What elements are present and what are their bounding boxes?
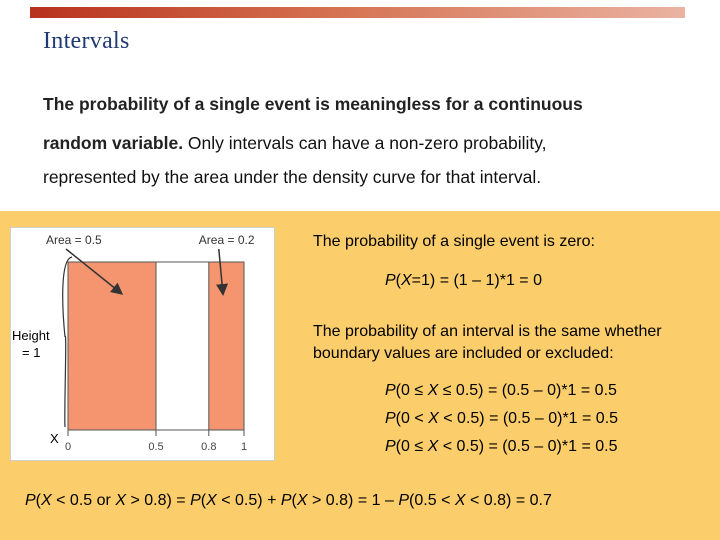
area-label-1: Area = 0.2: [198, 233, 255, 247]
height-value-label: = 1: [22, 345, 41, 360]
intro-line-2-rest: Only intervals can have a non-zero probability,: [183, 133, 547, 153]
shaded-interval-0: [68, 262, 156, 430]
intro-line-3: represented by the area under the density curve for that interval.: [43, 167, 542, 187]
p-symbol: P: [385, 382, 396, 399]
bottom-formula: P(X < 0.5 or X > 0.8) = P(X < 0.5) + P(X > 0.8) = 1 – P(0.5 < X < 0.8) = 0.7: [25, 492, 552, 509]
formula-part-a: (0 ≤: [395, 438, 428, 455]
formula-rest: =1) = (1 – 1)*1 = 0: [411, 272, 542, 289]
interval-note-line-2: boundary values are included or excluded:: [313, 345, 614, 362]
chart-svg: [10, 227, 275, 461]
interval-note-line-1: The probability of an interval is the same whether: [313, 323, 662, 340]
open-paren: (: [395, 272, 401, 289]
intro-line-1-text: The probability of a single event is meaningless for a continuous: [43, 94, 583, 114]
formula-part-b: ≤ 0.5) = (0.5 – 0)*1 = 0.5: [438, 382, 617, 399]
height-label: Height: [12, 328, 50, 343]
formula-part-b: < 0.5) = (0.5 – 0)*1 = 0.5: [438, 438, 618, 455]
p-symbol: P: [385, 438, 396, 455]
x-symbol: X: [427, 382, 439, 399]
interval-formula-1: [385, 382, 617, 400]
interval-formula-3: [385, 438, 617, 456]
x-axis-letter: X: [50, 431, 59, 446]
x-tick-label-1: 0.5: [148, 441, 164, 453]
slide-title: Intervals: [43, 28, 130, 54]
x-symbol: X: [401, 272, 412, 289]
uniform-density-chart: [10, 227, 275, 461]
title-accent-bar: [30, 7, 685, 18]
x-tick-label-2: 0.8: [201, 441, 217, 453]
intro-line-2: [43, 133, 547, 154]
p-symbol: P: [385, 272, 396, 289]
formula-part-a: (0 <: [395, 410, 429, 427]
shaded-interval-1: [209, 262, 244, 430]
intro-line-2-bold: random variable.: [43, 133, 184, 153]
x-symbol: X: [427, 438, 439, 455]
x-tick-label-3: 1: [240, 441, 248, 453]
single-event-formula: [385, 272, 542, 290]
single-event-note: The probability of a single event is zero:: [313, 233, 595, 250]
formula-part-b: < 0.5) = (0.5 – 0)*1 = 0.5: [438, 410, 619, 427]
intro-line-1: [43, 94, 583, 115]
x-symbol: X: [428, 410, 439, 427]
p-symbol: P: [385, 410, 396, 427]
area-label-0: Area = 0.5: [46, 233, 102, 247]
formula-part-a: (0 ≤: [395, 382, 428, 399]
interval-formula-2: [385, 410, 618, 428]
x-tick-label-0: 0: [64, 441, 72, 453]
